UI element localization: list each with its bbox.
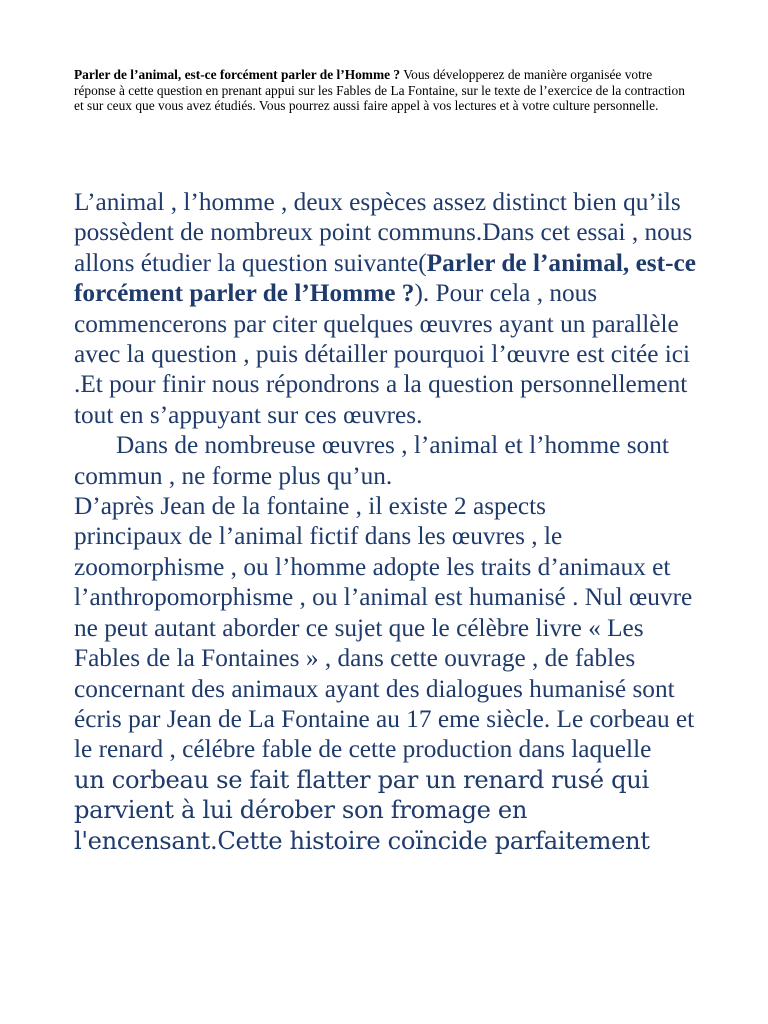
essay-paragraph-3	[74, 491, 714, 856]
essay-paragraph-2	[74, 430, 714, 491]
essay-paragraph-intro	[74, 187, 714, 430]
paragraph-3-text: principaux de l’animal fictif dans les œuvres , le zoomorphisme , ou l’homme adopte les traits d’animaux et l’anthropomorphisme , ou l’animal est humanisé . Nul œuvre ne peut autant aborder ce sujet que le célèbre livre « Les Fables de la Fontaines » , dans cette ouvrage , de fables concernant des animaux ayant des dialogues humanisé sont écris par Jean de La Fontaine au 17 eme siècle. Le corbeau et le renard , célébre fable de cette production dans laquelle	[74, 522, 695, 764]
essay-prompt	[74, 67, 696, 114]
intro-text-start: L’animal , l’homme , deux espèces assez distinct bien qu’ils possèdent de nombreux point communs.Dans cet essai , nous allons étudier la question suivante(	[74, 188, 693, 277]
paragraph-2-text: Dans de nombreuse œuvres , l’animal et l’homme sont commun , ne forme plus qu’un.	[74, 431, 669, 490]
prompt-instructions: Vous développerez de manière organisée votre réponse à cette question en prenant appui sur les Fables de La Fontaine, sur le texte de l’exercice de la contraction et sur ceux que vous avez étudiés. Vous pourrez aussi faire appel à vos lectures et à votre culture personnelle.	[74, 67, 685, 114]
paragraph-3-first-line: D’après Jean de la fontaine , il existe 2 aspects	[74, 492, 547, 521]
paragraph-3-alt-font-text: un corbeau se fait flatter par un renard rusé qui parvient à lui dérober son fromage en l'encensant.Cette histoire coïncide parfaitement	[74, 765, 650, 855]
essay-body	[74, 187, 714, 856]
intro-text-end: ). Pour cela , nous commencerons par citer quelques œuvres ayant un parallèle avec la question , puis détailler pourquoi l’œuvre est citée ici .Et pour finir nous répondrons a la question personnellement tout en s’appuyant sur ces œuvres.	[74, 279, 691, 429]
intro-question-bold: Parler de l’animal, est-ce forcément parler de l’Homme ?	[74, 248, 696, 308]
prompt-question: Parler de l’animal, est-ce forcément parler de l’Homme ?	[74, 67, 401, 82]
